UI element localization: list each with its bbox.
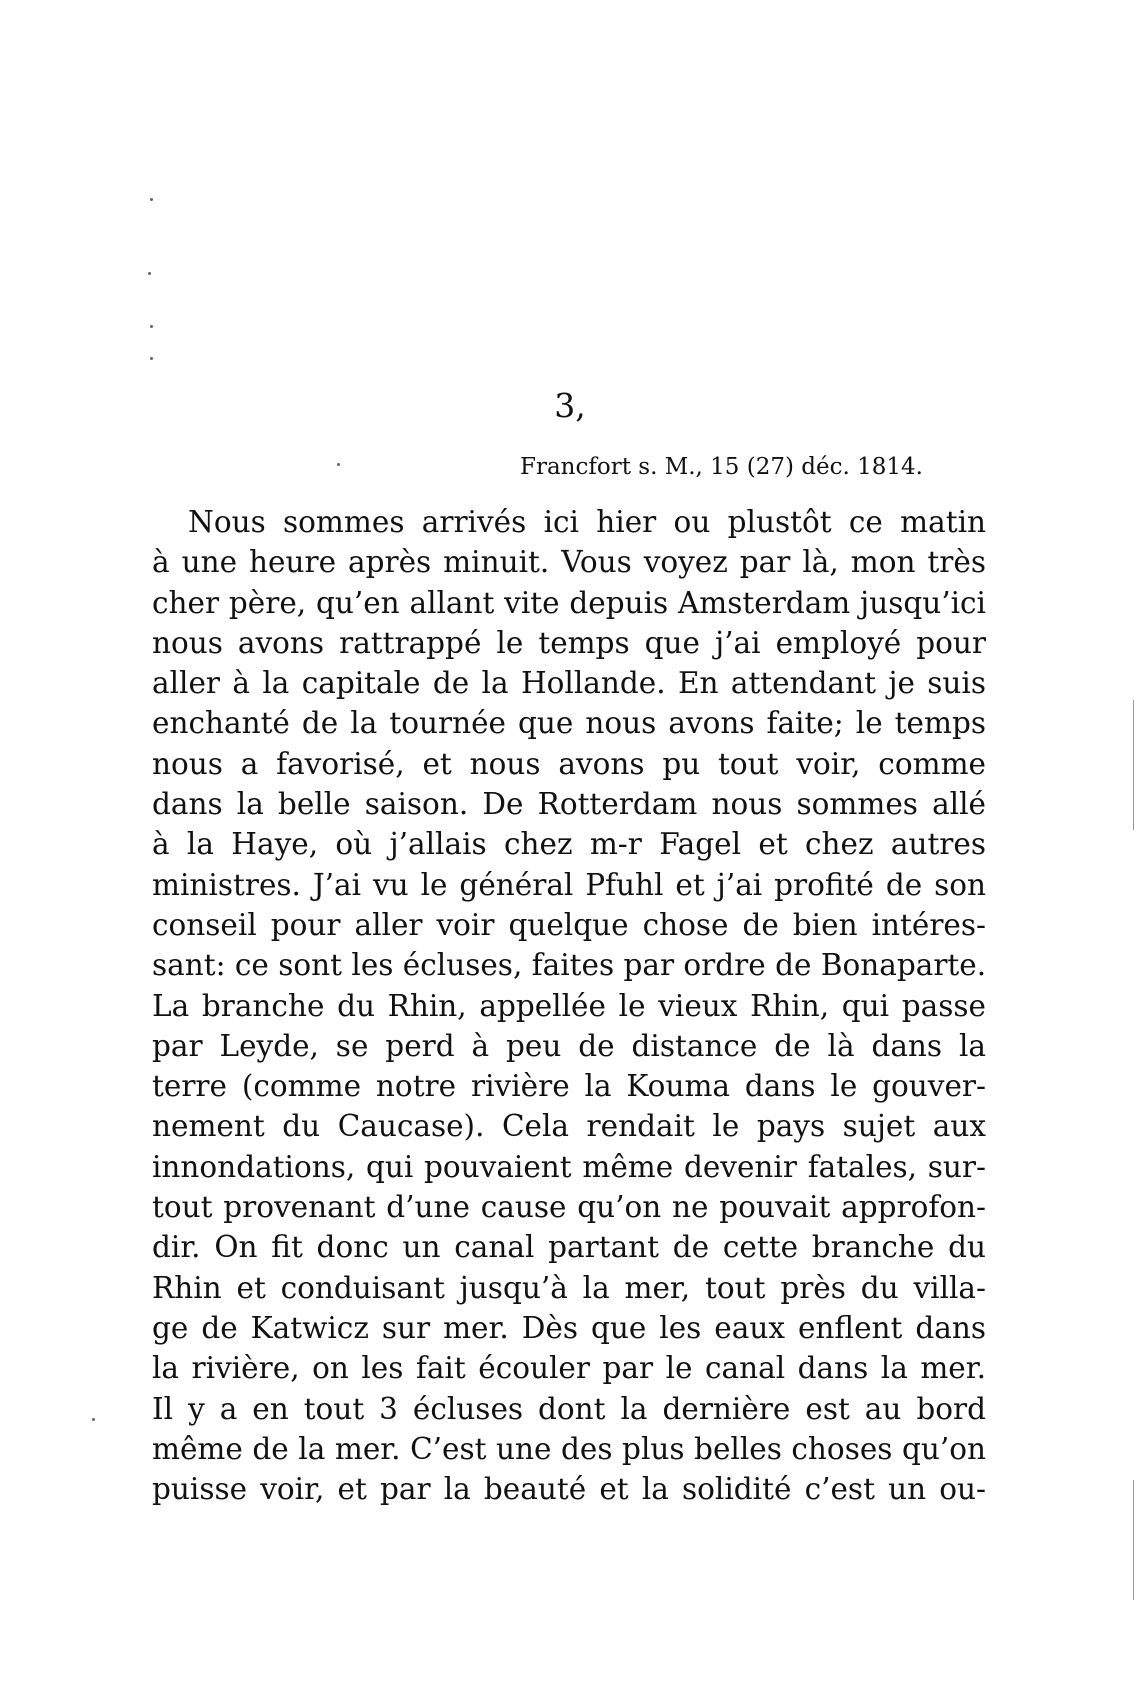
letter-number: 3, <box>554 386 586 425</box>
scan-speck <box>337 463 340 466</box>
text-line: nement du Caucase). Cela rendait le pays sujet aux <box>152 1109 986 1144</box>
text-line: nous a favorisé, et nous avons pu tout voir, comme <box>152 746 986 781</box>
letter-dateline: Francfort s. M., 15 (27) déc. 1814. <box>520 454 923 480</box>
text-line: la rivière, on les fait écouler par le canal dans la mer. <box>152 1351 986 1386</box>
text-line: aller à la capitale de la Hollande. En attendant je suis <box>152 666 986 701</box>
text-line: à une heure après minuit. Vous voyez par là, mon très <box>152 545 986 580</box>
text-line: ge de Katwicz sur mer. Dès que les eaux enflent dans <box>152 1310 986 1345</box>
text-line: sant: ce sont les écluses, faites par ordre de Bonaparte. <box>152 948 987 983</box>
text-line: La branche du Rhin, appellée le vieux Rhin, qui passe <box>152 988 986 1023</box>
text-line: tout provenant d’une cause qu’on ne pouvait approfon- <box>152 1190 986 1225</box>
text-line: enchanté de la tournée que nous avons faite; le temps <box>152 706 986 741</box>
text-line: Il y a en tout 3 écluses dont la dernière est au bord <box>152 1391 986 1426</box>
scan-speck <box>92 1418 95 1421</box>
text-line: dans la belle saison. De Rotterdam nous sommes allé <box>152 787 986 822</box>
text-line: ministres. J’ai vu le général Pfuhl et j’ai profité de son <box>152 867 986 902</box>
text-line: même de la mer. C’est une des plus belles choses qu’on <box>152 1431 986 1466</box>
scan-edge <box>1133 700 1134 830</box>
text-line: cher père, qu’en allant vite depuis Amsterdam jusqu’ici <box>152 585 986 620</box>
text-line: innondations, qui pouvaient même devenir fatales, sur- <box>152 1149 986 1184</box>
scan-speck <box>150 325 153 328</box>
scan-speck <box>148 272 151 275</box>
text-line: à la Haye, où j’allais chez m-r Fagel et chez autres <box>152 827 986 862</box>
scan-speck <box>150 357 153 360</box>
text-line: dir. On fit donc un canal partant de cette branche du <box>152 1230 986 1265</box>
letter-body <box>152 502 986 1509</box>
text-line: nous avons rattrappé le temps que j’ai employé pour <box>152 625 986 660</box>
text-line: terre (comme notre rivière la Kouma dans le gouver- <box>152 1069 986 1104</box>
text-line: conseil pour aller voir quelque chose de bien intéres- <box>152 907 986 942</box>
scan-speck <box>150 198 153 201</box>
text-line: Nous sommes arrivés ici hier ou plustôt ce matin <box>188 505 986 539</box>
text-line: puisse voir, et par la beauté et la solidité c’est un ou- <box>152 1472 986 1507</box>
scan-edge <box>1133 1480 1134 1600</box>
text-line: par Leyde, se perd à peu de distance de là dans la <box>152 1028 986 1063</box>
text-line: Rhin et conduisant jusqu’à la mer, tout près du villa- <box>152 1270 986 1305</box>
